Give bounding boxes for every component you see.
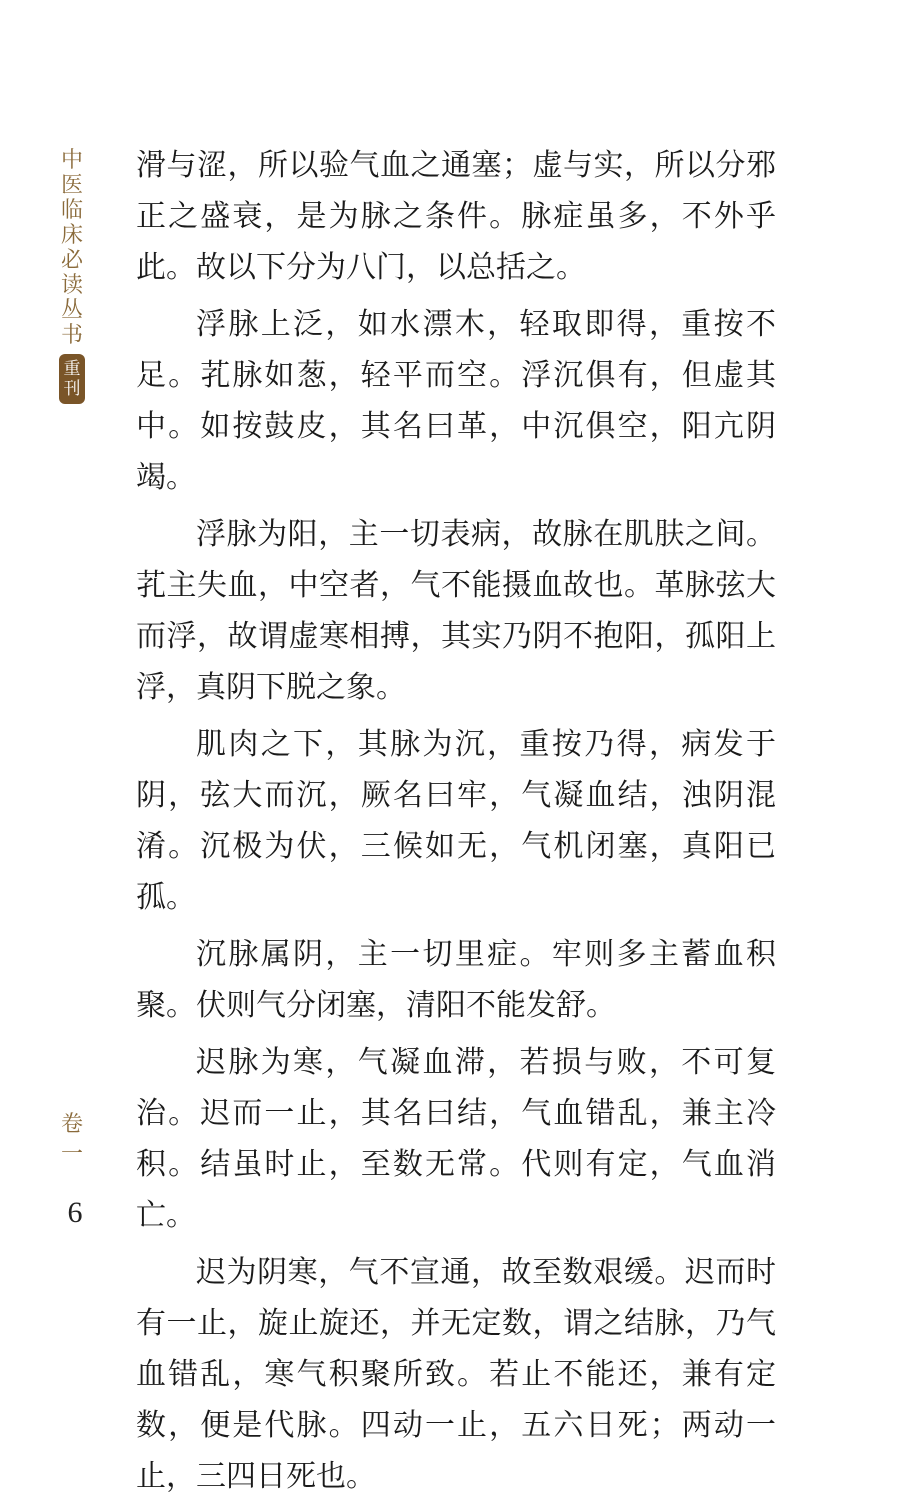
series-title-char: 读 (60, 273, 83, 298)
series-title-char: 床 (60, 223, 83, 248)
stamp-char: 重 (63, 359, 81, 379)
paragraph: 浮脉为阳，主一切表病，故脉在肌肤之间。芤主失血，中空者，气不能摄血故也。革脉弦大而浮，故谓虚寒相搏，其实乃阴不抱阳，孤阳上浮，真阴下脱之象。 (136, 517, 776, 705)
volume-char: 一 (60, 1142, 83, 1167)
page-number: 6 (67, 1196, 83, 1229)
volume-char: 卷 (60, 1112, 83, 1137)
volume-label (60, 1110, 84, 1170)
series-title-vertical (58, 148, 86, 404)
series-title-char: 必 (60, 248, 83, 273)
paragraph: 沉脉属阴，主一切里症。牢则多主蓄血积聚。伏则气分闭塞，清阳不能发舒。 (136, 937, 776, 1023)
series-title-char: 医 (60, 173, 83, 198)
reissue-stamp (59, 354, 85, 404)
series-title-char: 临 (60, 198, 83, 223)
series-title-char: 丛 (60, 298, 83, 323)
paragraph: 浮脉上泛，如水漂木，轻取即得，重按不足。芤脉如葱，轻平而空。浮沉俱有，但虚其中。如按鼓皮，其名曰革，中沉俱空，阳亢阴竭。 (136, 307, 776, 495)
series-title-char: 中 (60, 148, 83, 173)
stamp-char: 刊 (63, 379, 81, 399)
body-text (136, 140, 776, 1508)
series-title-char: 书 (60, 323, 83, 348)
paragraph: 迟为阴寒，气不宣通，故至数艰缓。迟而时有一止，旋止旋还，并无定数，谓之结脉，乃气血错乱，寒气积聚所致。若止不能还，兼有定数，便是代脉。四动一止，五六日死；两动一止，三四日死也。 (136, 1255, 776, 1494)
paragraph: 肌肉之下，其脉为沉，重按乃得，病发于阴，弦大而沉，厥名曰牢，气凝血结，浊阴混淆。沉极为伏，三候如无，气机闭塞，真阳已孤。 (136, 727, 776, 915)
paragraph: 滑与涩，所以验气血之通塞；虚与实，所以分邪正之盛衰，是为脉之条件。脉症虽多，不外乎此。故以下分为八门，以总括之。 (136, 148, 776, 285)
paragraph: 迟脉为寒，气凝血滞，若损与败，不可复治。迟而一止，其名曰结，气血错乱，兼主冷积。结虽时止，至数无常。代则有定，气血消亡。 (136, 1045, 776, 1233)
